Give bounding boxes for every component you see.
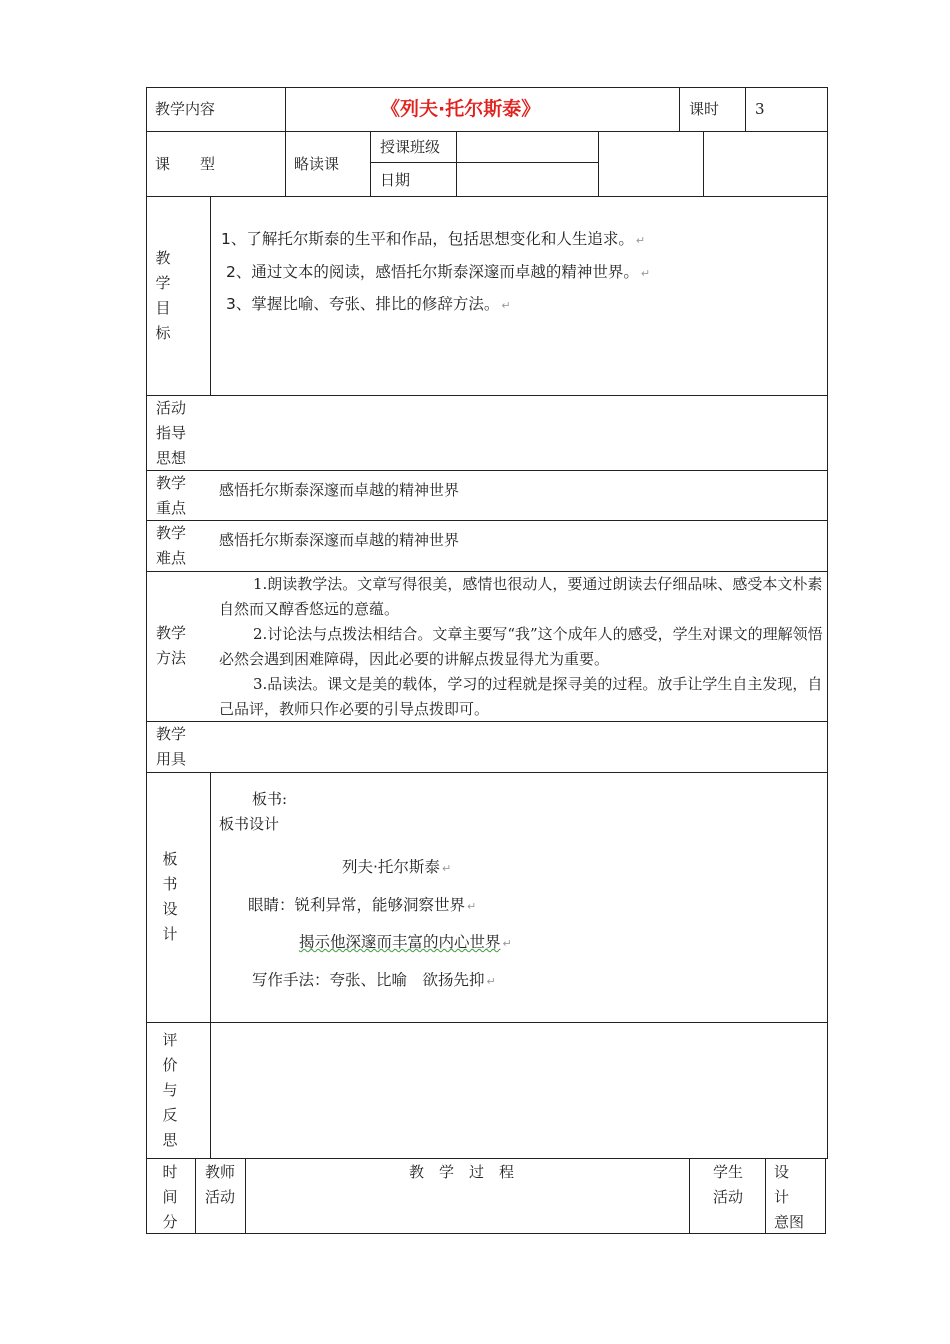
difficulty-label: 教学 难点 xyxy=(155,524,186,567)
time-label: 时 间 分 xyxy=(162,1163,178,1231)
col-divider xyxy=(285,87,286,197)
col-divider xyxy=(598,131,599,197)
row-divider xyxy=(146,196,828,197)
type-label: 课 型 xyxy=(155,155,216,173)
student-activity-label: 学生 活动 xyxy=(712,1163,743,1206)
table-border-right-lower xyxy=(825,1158,826,1234)
row-divider-inner xyxy=(370,162,599,163)
board-line-1: 板书: xyxy=(252,790,288,808)
difficulty-content: 感悟托尔斯泰深邃而卓越的精神世界 xyxy=(219,531,460,549)
row-divider xyxy=(146,1158,828,1159)
board-eyes: 眼睛：锐利异常，能够洞察世界 ↵ xyxy=(248,896,477,914)
board-title: 列夫·托尔斯泰 ↵ xyxy=(342,858,452,876)
board-line-2: 板书设计 xyxy=(219,815,280,833)
method-paragraph-3: 3.品读法。课文是美的载体，学习的过程就是探寻美的过程。放手让学生自主发现，自己品评，教师只作必要的引导点拨即可。 xyxy=(219,675,823,718)
process-label: 教 学 过 程 xyxy=(409,1163,515,1181)
class-label: 授课班级 xyxy=(380,138,441,156)
col-divider xyxy=(679,87,680,132)
key-point-content: 感悟托尔斯泰深邃而卓越的精神世界 xyxy=(219,481,460,499)
table-border-bottom xyxy=(146,1233,826,1234)
tools-label: 教学 用具 xyxy=(155,725,186,768)
row-divider xyxy=(146,520,828,521)
key-point-label: 教学 重点 xyxy=(155,474,186,517)
col-divider xyxy=(703,131,704,197)
hours-label: 课时 xyxy=(689,100,720,118)
row-divider xyxy=(146,772,828,773)
row-divider xyxy=(146,1022,828,1023)
row-divider xyxy=(146,395,828,396)
objective-item-3: 3、掌握比喻、夸张、排比的修辞方法。 ↵ xyxy=(226,295,511,313)
label-col-divider xyxy=(210,772,211,1023)
activity-label: 活动 指导 思想 xyxy=(155,399,186,467)
col-divider xyxy=(195,1158,196,1234)
col-divider xyxy=(245,1158,246,1234)
label-col-divider xyxy=(210,196,211,396)
table-border-right xyxy=(827,87,828,1159)
col-divider xyxy=(370,131,371,197)
method-paragraph-2: 2.讨论法与点拨法相结合。文章主要写“我”这个成年人的感受，学生对课文的理解领悟必然会遇到困难障碍，因此必要的讲解点拨显得尤为重要。 xyxy=(219,625,823,668)
table-border-left xyxy=(146,87,147,1234)
type-value: 略读课 xyxy=(294,155,340,173)
row-divider xyxy=(146,131,828,132)
hours-value: 3 xyxy=(755,100,765,118)
page-title: 《列夫·托尔斯泰》 xyxy=(381,98,541,120)
method-paragraph-1: 1.朗读教学法。文章写得很美，感情也很动人，要通过朗读去仔细品味、感受本文朴素自然而又醇香悠远的意蕴。 xyxy=(219,575,823,618)
board-reveal: 揭示他深邃而丰富的内心世界 ↵ xyxy=(299,933,512,951)
teacher-activity-label: 教师 活动 xyxy=(204,1163,235,1206)
col-divider xyxy=(745,87,746,132)
objective-item-1: 1、了解托尔斯泰的生平和作品，包括思想变化和人生追求。 ↵ xyxy=(221,230,646,248)
content-label: 教学内容 xyxy=(155,100,216,118)
col-divider xyxy=(689,1158,690,1234)
board-label: 板 书 设 计 xyxy=(162,850,178,943)
method-label: 教学 方法 xyxy=(155,624,186,667)
col-divider xyxy=(765,1158,766,1234)
table-border-top xyxy=(146,87,828,88)
objectives-label: 教 学 目 标 xyxy=(155,249,171,342)
reflection-label: 评 价 与 反 思 xyxy=(162,1031,178,1149)
board-writing: 写作手法：夸张、比喻 欲扬先抑 ↵ xyxy=(252,971,496,989)
design-intent-label: 设 计 意图 xyxy=(774,1163,805,1231)
label-col-divider xyxy=(210,1022,211,1159)
row-divider xyxy=(146,470,828,471)
col-divider xyxy=(456,131,457,197)
objective-item-2: 2、通过文本的阅读，感悟托尔斯泰深邃而卓越的精神世界。 ↵ xyxy=(226,263,651,281)
date-label: 日期 xyxy=(380,171,411,189)
